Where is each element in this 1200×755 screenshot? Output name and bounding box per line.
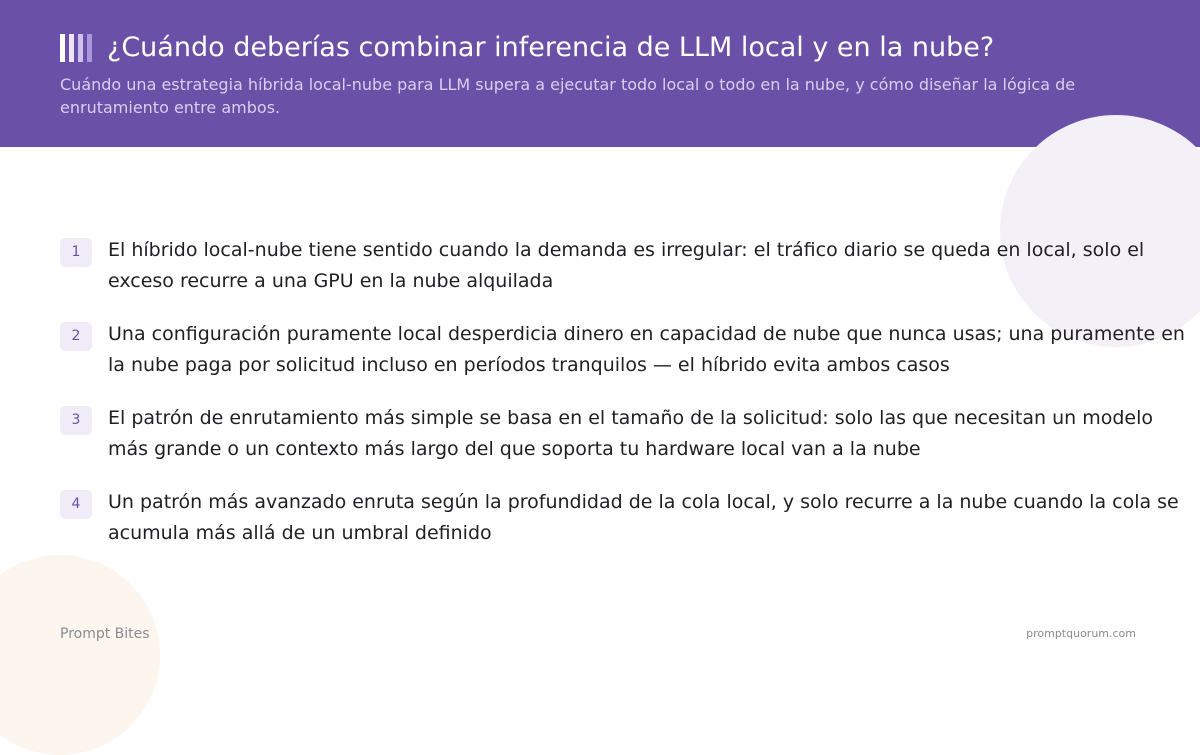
footer-brand: Prompt Bites — [60, 626, 150, 642]
page-title: ¿Cuándo deberías combinar inferencia de LLM local y en la nube? — [107, 32, 995, 63]
item-text: Una configuración puramente local desperdicia dinero en capacidad de nube que nunca usas; una puramente en la nube paga por solicitud incluso en períodos tranquilos — el híbrido evita ambos casos — [108, 323, 1185, 376]
decorative-circle-right — [1000, 115, 1200, 347]
bars-logo-icon — [60, 34, 94, 62]
item-text: El híbrido local-nube tiene sentido cuando la demanda es irregular: el tráfico diario se queda en local, solo el exceso recurre a una GPU en la nube alquilada — [108, 239, 1145, 292]
item-number-badge: 1 — [60, 238, 92, 267]
item-text: Un patrón más avanzado enruta según la profundidad de la cola local, y solo recurre a la nube cuando la cola se acumula más allá de un umbral definido — [108, 491, 1179, 544]
item-text: El patrón de enrutamiento más simple se basa en el tamaño de la solicitud: solo las que necesitan un modelo más grande o un contexto más largo del que soporta tu hardware local van a la nube — [108, 407, 1153, 460]
header-banner — [0, 0, 1200, 147]
item-number-badge: 2 — [60, 322, 92, 351]
item-number-badge: 4 — [60, 490, 92, 519]
page-subtitle: Cuándo una estrategia híbrida local-nube para LLM supera a ejecutar todo local o todo en la nube, y cómo diseñar la lógica de enrutamiento entre ambos. — [60, 75, 1076, 117]
footer-site: promptquorum.com — [1026, 627, 1136, 640]
item-number-badge: 3 — [60, 406, 92, 435]
decorative-circle-left — [0, 555, 160, 755]
